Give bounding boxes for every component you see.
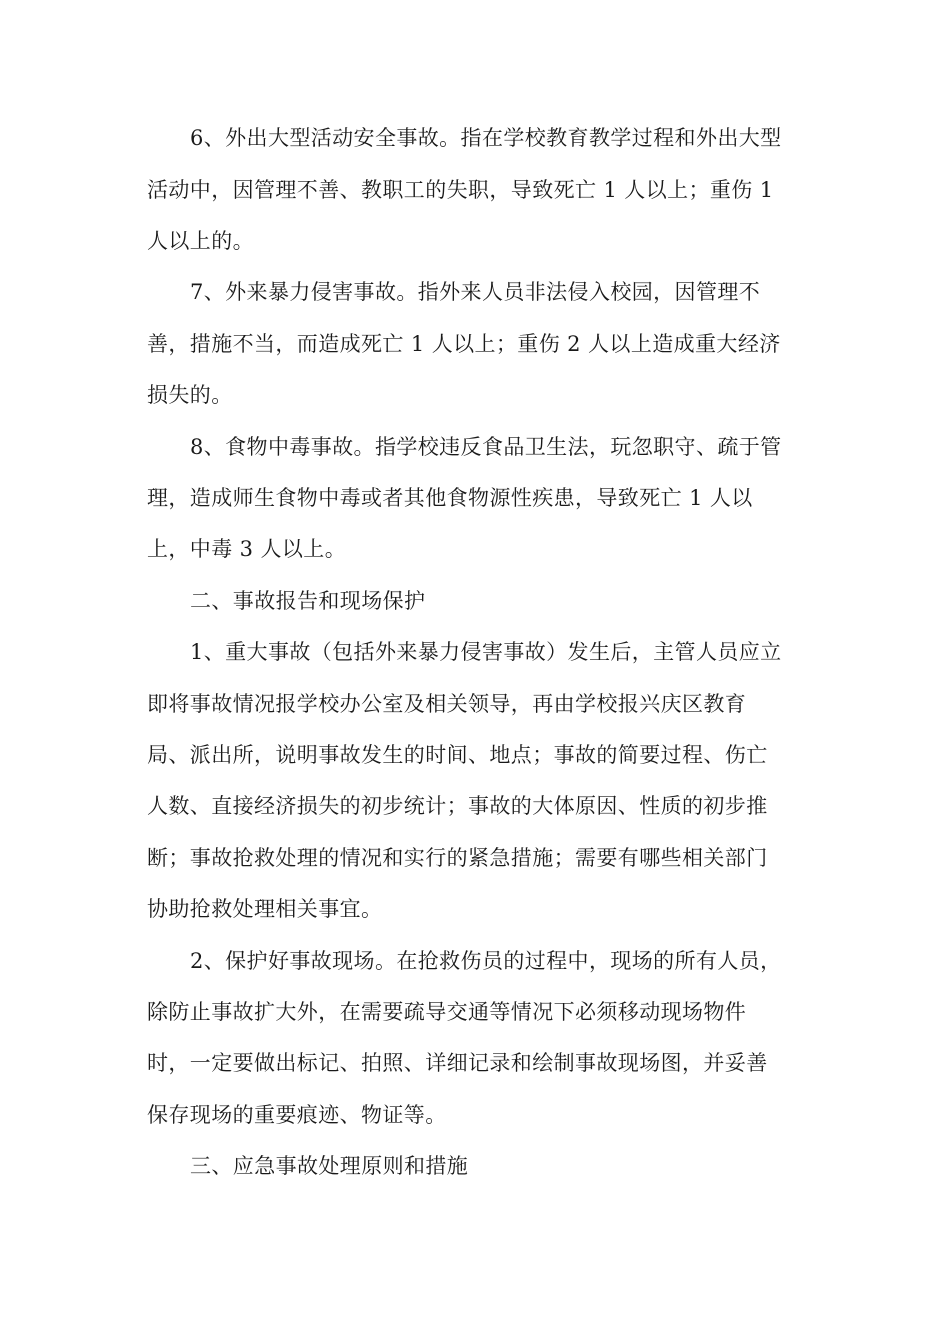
section-2-item-2-line-4: 保存现场的重要痕迹、物证等。: [147, 1103, 447, 1127]
paragraph-8-line-2: 理，造成师生食物中毒或者其他食物源性疾患，导致死亡 1 人以: [147, 486, 753, 510]
paragraph-8-line-3: 上，中毒 3 人以上。: [147, 537, 347, 561]
section-2-item-1-line-5: 断；事故抢救处理的情况和实行的紧急措施；需要有哪些相关部门: [147, 846, 768, 870]
section-3-heading: 三、应急事故处理原则和措施: [190, 1154, 469, 1178]
section-2-item-2-line-1: 2、保护好事故现场。在抢救伤员的过程中，现场的所有人员，: [190, 949, 782, 973]
section-2-item-2-line-2: 除防止事故扩大外，在需要疏导交通等情况下必须移动现场物件: [147, 1000, 747, 1024]
section-2-item-1-line-1: 1、重大事故（包括外来暴力侵害事故）发生后，主管人员应立: [190, 640, 782, 664]
paragraph-8-line-1: 8、食物中毒事故。指学校违反食品卫生法，玩忽职守、疏于管: [190, 435, 782, 459]
paragraph-7-line-1: 7、外来暴力侵害事故。指外来人员非法侵入校园，因管理不: [190, 280, 761, 304]
section-2-item-2-line-3: 时，一定要做出标记、拍照、详细记录和绘制事故现场图，并妥善: [147, 1051, 768, 1075]
paragraph-7-line-2: 善，措施不当，而造成死亡 1 人以上；重伤 2 人以上造成重大经济: [147, 332, 781, 356]
paragraph-6-line-2: 活动中，因管理不善、教职工的失职，导致死亡 1 人以上；重伤 1: [147, 178, 774, 202]
section-2-heading: 二、事故报告和现场保护: [190, 589, 426, 613]
paragraph-6-line-1: 6、外出大型活动安全事故。指在学校教育教学过程和外出大型: [190, 126, 782, 150]
paragraph-7-line-3: 损失的。: [147, 383, 233, 407]
section-2-item-1-line-4: 人数、直接经济损失的初步统计；事故的大体原因、性质的初步推: [147, 794, 768, 818]
section-2-item-1-line-2: 即将事故情况报学校办公室及相关领导，再由学校报兴庆区教育: [147, 692, 747, 716]
section-2-item-1-line-6: 协助抢救处理相关事宜。: [147, 897, 383, 921]
section-2-item-1-line-3: 局、派出所，说明事故发生的时间、地点；事故的简要过程、伤亡: [147, 743, 768, 767]
paragraph-6-line-3: 人以上的。: [147, 229, 254, 253]
